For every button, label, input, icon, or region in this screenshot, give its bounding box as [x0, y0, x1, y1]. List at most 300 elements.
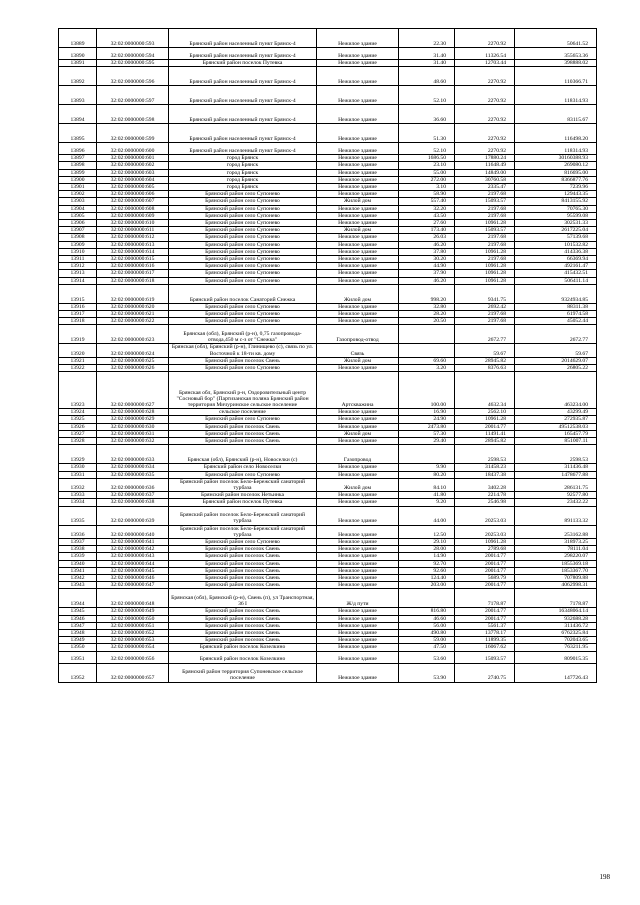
row-number: 13931: [59, 471, 97, 478]
area-cell: 557.40: [399, 198, 455, 205]
table-row: [59, 311, 597, 318]
value-cell: 30160388.93: [515, 155, 597, 162]
object-type: Нежилое здание: [317, 567, 399, 574]
area-cell: 124.40: [399, 574, 455, 581]
address-cell: Брянская (обл), Брянский (р-н), Свень (п), ул Транспортная, 36 I: [169, 589, 317, 608]
rate-cell: 2672.77: [455, 325, 515, 344]
address-cell: Брянский район населенный пункт Брянск-4: [169, 67, 317, 86]
area-cell: 55.00: [399, 169, 455, 176]
cadastral-number: 32:02:0000000:618: [97, 277, 169, 284]
value-cell: 110366.71: [515, 67, 597, 86]
area-cell: 43.50: [399, 212, 455, 219]
area-cell: 9.90: [399, 464, 455, 471]
object-type: Нежилое здание: [317, 169, 399, 176]
value-cell: 932688.28: [515, 615, 597, 622]
table-row: [59, 162, 597, 169]
rate-cell: 15093.57: [455, 198, 515, 205]
value-cell: 1853367.70: [515, 567, 597, 574]
address-cell: Брянский район поселок Свень: [169, 574, 317, 581]
area-cell: 47.50: [399, 644, 455, 651]
address-cell: Брянский район село Супонево: [169, 416, 317, 423]
value-cell: 272935.87: [515, 416, 597, 423]
cadastral-number: 32:02:0000000:629: [97, 416, 169, 423]
table-row: [59, 263, 597, 270]
value-cell: 147726.43: [515, 663, 597, 682]
row-number: 13932: [59, 478, 97, 491]
rate-cell: 2270.92: [455, 29, 515, 48]
rate-cell: 16067.62: [455, 644, 515, 651]
area-cell: 23.10: [399, 162, 455, 169]
rate-cell: 20014.77: [455, 560, 515, 567]
table-row: [59, 538, 597, 545]
value-cell: 118314.93: [515, 143, 597, 155]
object-type: Нежилое здание: [317, 86, 399, 105]
cadastral-number: 32:02:0000000:594: [97, 48, 169, 60]
address-cell: Брянский район село Супонево: [169, 311, 317, 318]
row-number: 13911: [59, 256, 97, 263]
row-number: 13916: [59, 303, 97, 310]
row-number: 13905: [59, 212, 97, 219]
cadastral-number: 32:02:0000000:601: [97, 155, 169, 162]
address-cell: Брянский район поселок Бело-Бережский санаторий турбаза: [169, 525, 317, 538]
object-type: Жилой дом: [317, 284, 399, 303]
rate-cell: 2270.92: [455, 143, 515, 155]
table-row: [59, 608, 597, 615]
table-row: [59, 86, 597, 105]
object-type: Нежилое здание: [317, 629, 399, 636]
table-row: [59, 553, 597, 560]
cadastral-number: 32:02:0000000:647: [97, 582, 169, 589]
rate-cell: 10961.28: [455, 416, 515, 423]
rate-cell: 20253.03: [455, 525, 515, 538]
table-row: [59, 622, 597, 629]
row-number: 13893: [59, 86, 97, 105]
object-type: Нежилое здание: [317, 560, 399, 567]
table-row: [59, 372, 597, 409]
object-type: Нежилое здание: [317, 155, 399, 162]
value-cell: 7239.96: [515, 184, 597, 191]
cadastral-number: 32:02:0000000:640: [97, 525, 169, 538]
table-row: [59, 546, 597, 553]
row-number: 13919: [59, 325, 97, 344]
table-row: [59, 574, 597, 581]
object-type: Нежилое здание: [317, 553, 399, 560]
row-number: 13935: [59, 506, 97, 525]
cadastral-number: 32:02:0000000:656: [97, 651, 169, 663]
area-cell: 41.80: [399, 492, 455, 499]
area-cell: 44.00: [399, 506, 455, 525]
object-type: Нежилое здание: [317, 311, 399, 318]
row-number: 13952: [59, 663, 97, 682]
row-number: 13925: [59, 416, 97, 423]
address-cell: сельское поселение: [169, 409, 317, 416]
rate-cell: 10961.28: [455, 248, 515, 255]
address-cell: Брянский район поселок Свень: [169, 423, 317, 430]
table-row: [59, 357, 597, 364]
table-row: [59, 191, 597, 198]
cadastral-number: 32:02:0000000:615: [97, 256, 169, 263]
area-cell: 100.00: [399, 372, 455, 409]
address-cell: Брянский район населенный пункт Брянск-4: [169, 105, 317, 124]
table-row: [59, 227, 597, 234]
address-cell: Брянский район населенный пункт Брянск-4: [169, 86, 317, 105]
address-cell: Брянский район поселок Свень: [169, 546, 317, 553]
rate-cell: 2197.68: [455, 234, 515, 241]
table-row: [59, 248, 597, 255]
area-cell: 20.50: [399, 318, 455, 325]
value-cell: 492161.47: [515, 263, 597, 270]
rate-cell: 8376.63: [455, 365, 515, 372]
object-type: Нежилое здание: [317, 212, 399, 219]
row-number: 13942: [59, 574, 97, 581]
object-type: Нежилое здание: [317, 205, 399, 212]
rate-cell: 14849.00: [455, 169, 515, 176]
rate-cell: 2197.68: [455, 212, 515, 219]
object-type: Нежилое здание: [317, 365, 399, 372]
row-number: 13890: [59, 48, 97, 60]
row-number: 13920: [59, 344, 97, 357]
address-cell: Брянский район село Супонево: [169, 227, 317, 234]
row-number: 13948: [59, 629, 97, 636]
area-cell: 32.20: [399, 205, 455, 212]
address-cell: Брянский район поселок Свень: [169, 608, 317, 615]
table-row: [59, 184, 597, 191]
cadastral-number: 32:02:0000000:621: [97, 311, 169, 318]
cadastral-number: 32:02:0000000:607: [97, 198, 169, 205]
cadastral-number: 32:02:0000000:636: [97, 478, 169, 491]
address-cell: Брянский район село Супонево: [169, 241, 317, 248]
table-row: [59, 416, 597, 423]
value-cell: 286131.75: [515, 478, 597, 491]
cadastral-number: 32:02:0000000:652: [97, 629, 169, 636]
object-type: Нежилое здание: [317, 637, 399, 644]
row-number: 13904: [59, 205, 97, 212]
address-cell: Брянский район населенный пункт Брянск-4: [169, 29, 317, 48]
address-cell: Брянский район село Новоселки: [169, 464, 317, 471]
value-cell: 8366877.76: [515, 176, 597, 183]
row-number: 13937: [59, 538, 97, 545]
address-cell: Брянский район поселок Свень: [169, 560, 317, 567]
rate-cell: 20014.77: [455, 553, 515, 560]
table-row: [59, 270, 597, 277]
address-cell: город Брянск: [169, 184, 317, 191]
rate-cell: 10961.28: [455, 270, 515, 277]
rate-cell: 9341.75: [455, 284, 515, 303]
table-row: [59, 525, 597, 538]
cadastral-number: 32:02:0000000:623: [97, 325, 169, 344]
address-cell: Брянский район поселок Путевка: [169, 60, 317, 67]
table-row: [59, 629, 597, 636]
cadastral-number: 32:02:0000000:646: [97, 574, 169, 581]
table-row: [59, 478, 597, 491]
object-type: Жилой дом: [317, 227, 399, 234]
table-row: [59, 241, 597, 248]
table-row: [59, 560, 597, 567]
address-cell: Брянская (обл), Брянский (р-н), Новоселки (с): [169, 445, 317, 464]
address-cell: город Брянск: [169, 162, 317, 169]
object-type: Нежилое здание: [317, 60, 399, 67]
table-row: [59, 205, 597, 212]
table-row: [59, 48, 597, 60]
object-type: Нежилое здание: [317, 256, 399, 263]
row-number: 13944: [59, 589, 97, 608]
table-row: [59, 651, 597, 663]
object-type: Нежилое здание: [317, 644, 399, 651]
area-cell: [399, 445, 455, 464]
area-cell: 203.00: [399, 582, 455, 589]
address-cell: Брянский район поселок Свень: [169, 357, 317, 364]
rate-cell: 30760.58: [455, 176, 515, 183]
object-type: Нежилое здание: [317, 409, 399, 416]
row-number: 13947: [59, 622, 97, 629]
address-cell: Брянский район село Супонево: [169, 270, 317, 277]
value-cell: 1855369.18: [515, 560, 597, 567]
row-number: 13939: [59, 553, 97, 560]
address-cell: Брянский район поселок Свень: [169, 629, 317, 636]
area-cell: 53.60: [399, 651, 455, 663]
row-number: 13946: [59, 615, 97, 622]
area-cell: 52.10: [399, 86, 455, 105]
address-cell: Брянский район населенный пункт Брянск-4: [169, 143, 317, 155]
cadastral-number: 32:02:0000000:626: [97, 365, 169, 372]
area-cell: 3.20: [399, 365, 455, 372]
cadastral-number: 32:02:0000000:628: [97, 409, 169, 416]
area-cell: 9.20: [399, 499, 455, 506]
value-cell: 7178.87: [515, 589, 597, 608]
row-number: 13923: [59, 372, 97, 409]
row-number: 13910: [59, 248, 97, 255]
value-cell: 311436.72: [515, 622, 597, 629]
object-type: Жилой дом: [317, 478, 399, 491]
row-number: 13951: [59, 651, 97, 663]
object-type: Нежилое здание: [317, 105, 399, 124]
rate-cell: 10961.28: [455, 538, 515, 545]
value-cell: 23432.22: [515, 499, 597, 506]
table-row: [59, 29, 597, 48]
cadastral-number: 32:02:0000000:631: [97, 430, 169, 437]
value-cell: 2617225.04: [515, 227, 597, 234]
cadastral-number: 32:02:0000000:617: [97, 270, 169, 277]
row-number: 13913: [59, 270, 97, 277]
area-cell: 36.60: [399, 105, 455, 124]
row-number: 13929: [59, 445, 97, 464]
area-cell: 44.90: [399, 263, 455, 270]
cadastral-number: 32:02:0000000:606: [97, 191, 169, 198]
table-row: [59, 430, 597, 437]
cadastral-number: 32:02:0000000:608: [97, 205, 169, 212]
object-type: Нежилое здание: [317, 608, 399, 615]
area-cell: 490.80: [399, 629, 455, 636]
table-row: [59, 438, 597, 445]
table-row: [59, 471, 597, 478]
rate-cell: 10961.28: [455, 277, 515, 284]
area-cell: 48.60: [399, 67, 455, 86]
row-number: 13891: [59, 60, 97, 67]
value-cell: 49512538.03: [515, 423, 597, 430]
value-cell: 8413155.92: [515, 198, 597, 205]
row-number: 13928: [59, 438, 97, 445]
value-cell: 253162.88: [515, 525, 597, 538]
table-row: [59, 318, 597, 325]
rate-cell: 4632.34: [455, 372, 515, 409]
row-number: 13926: [59, 423, 97, 430]
rate-cell: 20014.77: [455, 582, 515, 589]
cadastral-number: 32:02:0000000:648: [97, 589, 169, 608]
cadastral-number: 32:02:0000000:602: [97, 162, 169, 169]
rate-cell: 5561.37: [455, 622, 515, 629]
rate-cell: 2740.75: [455, 663, 515, 682]
object-type: Нежилое здание: [317, 663, 399, 682]
cadastral-number: 32:02:0000000:593: [97, 29, 169, 48]
row-number: 13901: [59, 184, 97, 191]
cadastral-number: 32:02:0000000:597: [97, 86, 169, 105]
cadastral-number: 32:02:0000000:610: [97, 220, 169, 227]
cadastral-number: 32:02:0000000:654: [97, 644, 169, 651]
rate-cell: 11648.49: [455, 162, 515, 169]
object-type: Нежилое здание: [317, 124, 399, 143]
area-cell: 1686.50: [399, 155, 455, 162]
object-type: Нежилое здание: [317, 248, 399, 255]
area-cell: 26.03: [399, 234, 455, 241]
row-number: 13918: [59, 318, 97, 325]
cadastral-number: 32:02:0000000:625: [97, 357, 169, 364]
address-cell: Брянский район поселок Свень: [169, 622, 317, 629]
address-cell: Брянский район село Супонево: [169, 220, 317, 227]
area-cell: 32.80: [399, 303, 455, 310]
table-row: [59, 567, 597, 574]
value-cell: 92577.80: [515, 492, 597, 499]
rate-cell: 2789.68: [455, 546, 515, 553]
table-row: [59, 344, 597, 357]
area-cell: 46.60: [399, 615, 455, 622]
rate-cell: 20014.77: [455, 608, 515, 615]
row-number: 13914: [59, 277, 97, 284]
address-cell: Брянский район село Супонево: [169, 277, 317, 284]
address-cell: Брянский район поселок Санаторий Снежка: [169, 284, 317, 303]
address-cell: Брянский район село Супонево: [169, 198, 317, 205]
rate-cell: 28945.82: [455, 438, 515, 445]
row-number: 13907: [59, 227, 97, 234]
table-row: [59, 155, 597, 162]
cadastral-number: 32:02:0000000:599: [97, 124, 169, 143]
object-type: Жилой дом: [317, 430, 399, 437]
cadastral-number: 32:02:0000000:603: [97, 169, 169, 176]
cadastral-number: 32:02:0000000:619: [97, 284, 169, 303]
value-cell: 298220.07: [515, 553, 597, 560]
value-cell: 398888.02: [515, 60, 597, 67]
row-number: 13899: [59, 169, 97, 176]
table-row: [59, 176, 597, 183]
cadastral-number: 32:02:0000000:630: [97, 423, 169, 430]
cadastral-number: 32:02:0000000:613: [97, 241, 169, 248]
rate-cell: 20014.77: [455, 567, 515, 574]
cadastral-number: 32:02:0000000:641: [97, 538, 169, 545]
value-cell: 70765.30: [515, 205, 597, 212]
object-type: Нежилое здание: [317, 438, 399, 445]
cadastral-number: 32:02:0000000:635: [97, 471, 169, 478]
address-cell: Брянский район поселок Бело-Бережский санаторий турбаза: [169, 506, 317, 525]
address-cell: Брянский район поселок Свень: [169, 615, 317, 622]
address-cell: Брянский район село Супонево: [169, 205, 317, 212]
value-cell: 129443.35: [515, 191, 597, 198]
row-number: 13909: [59, 241, 97, 248]
address-cell: Брянская обл, Брянский р-н, Оздоровительный центр "Сосновый бор" (Партизанская поляна Брянский район территория Мичуринское сельское поселение: [169, 372, 317, 409]
cadastral-number: 32:02:0000000:612: [97, 234, 169, 241]
rate-cell: 2197.68: [455, 241, 515, 248]
object-type: Нежилое здание: [317, 270, 399, 277]
rate-cell: 2692.42: [455, 303, 515, 310]
row-number: 13917: [59, 311, 97, 318]
address-cell: Брянский район село Супонево: [169, 318, 317, 325]
object-type: Нежилое здание: [317, 29, 399, 48]
value-cell: 4062998.31: [515, 582, 597, 589]
cadastral-number: 32:02:0000000:614: [97, 248, 169, 255]
rate-cell: 31458.23: [455, 464, 515, 471]
address-cell: Брянский район поселок Свень: [169, 430, 317, 437]
area-cell: 46.20: [399, 277, 455, 284]
object-type: Нежилое здание: [317, 416, 399, 423]
cadastral-number: 32:02:0000000:637: [97, 492, 169, 499]
value-cell: 116498.20: [515, 124, 597, 143]
rate-cell: 20253.03: [455, 506, 515, 525]
object-type: Нежилое здание: [317, 615, 399, 622]
row-number: 13900: [59, 176, 97, 183]
area-cell: 16.90: [399, 409, 455, 416]
address-cell: Брянский район село Супонево: [169, 471, 317, 478]
area-cell: 52.10: [399, 143, 455, 155]
object-type: Нежилое здание: [317, 651, 399, 663]
address-cell: Брянский район поселок Свень: [169, 582, 317, 589]
rate-cell: 59.67: [455, 344, 515, 357]
rate-cell: 28945.82: [455, 357, 515, 364]
address-cell: Брянский район село Супонево: [169, 256, 317, 263]
value-cell: 165457.79: [515, 430, 597, 437]
row-number: 13892: [59, 67, 97, 86]
area-cell: 272.00: [399, 176, 455, 183]
cadastral-number: 32:02:0000000:620: [97, 303, 169, 310]
address-cell: Брянский район поселок Козелкино: [169, 644, 317, 651]
table-row: [59, 464, 597, 471]
object-type: Ж/д пути: [317, 589, 399, 608]
table-row: [59, 325, 597, 344]
row-number: 13930: [59, 464, 97, 471]
area-cell: 24.90: [399, 416, 455, 423]
table-row: [59, 105, 597, 124]
cadastral-number: 32:02:0000000:657: [97, 663, 169, 682]
object-type: Нежилое здание: [317, 318, 399, 325]
rate-cell: 20014.77: [455, 615, 515, 622]
rate-cell: 2197.68: [455, 191, 515, 198]
cadastral-number: 32:02:0000000:649: [97, 608, 169, 615]
address-cell: Брянский район поселок Свень: [169, 553, 317, 560]
table-row: [59, 284, 597, 303]
rate-cell: 12703.44: [455, 60, 515, 67]
cadastral-number: 32:02:0000000:650: [97, 615, 169, 622]
rate-cell: 2270.92: [455, 124, 515, 143]
object-type: Нежилое здание: [317, 423, 399, 430]
value-cell: 6762325.84: [515, 629, 597, 636]
object-type: Нежилое здание: [317, 303, 399, 310]
table-row: [59, 409, 597, 416]
object-type: Нежилое здание: [317, 499, 399, 506]
value-cell: 763211.95: [515, 644, 597, 651]
area-cell: 51.30: [399, 124, 455, 143]
row-number: 13921: [59, 357, 97, 364]
value-cell: 506411.14: [515, 277, 597, 284]
row-number: 13898: [59, 162, 97, 169]
area-cell: 12.50: [399, 525, 455, 538]
area-cell: 57.30: [399, 430, 455, 437]
